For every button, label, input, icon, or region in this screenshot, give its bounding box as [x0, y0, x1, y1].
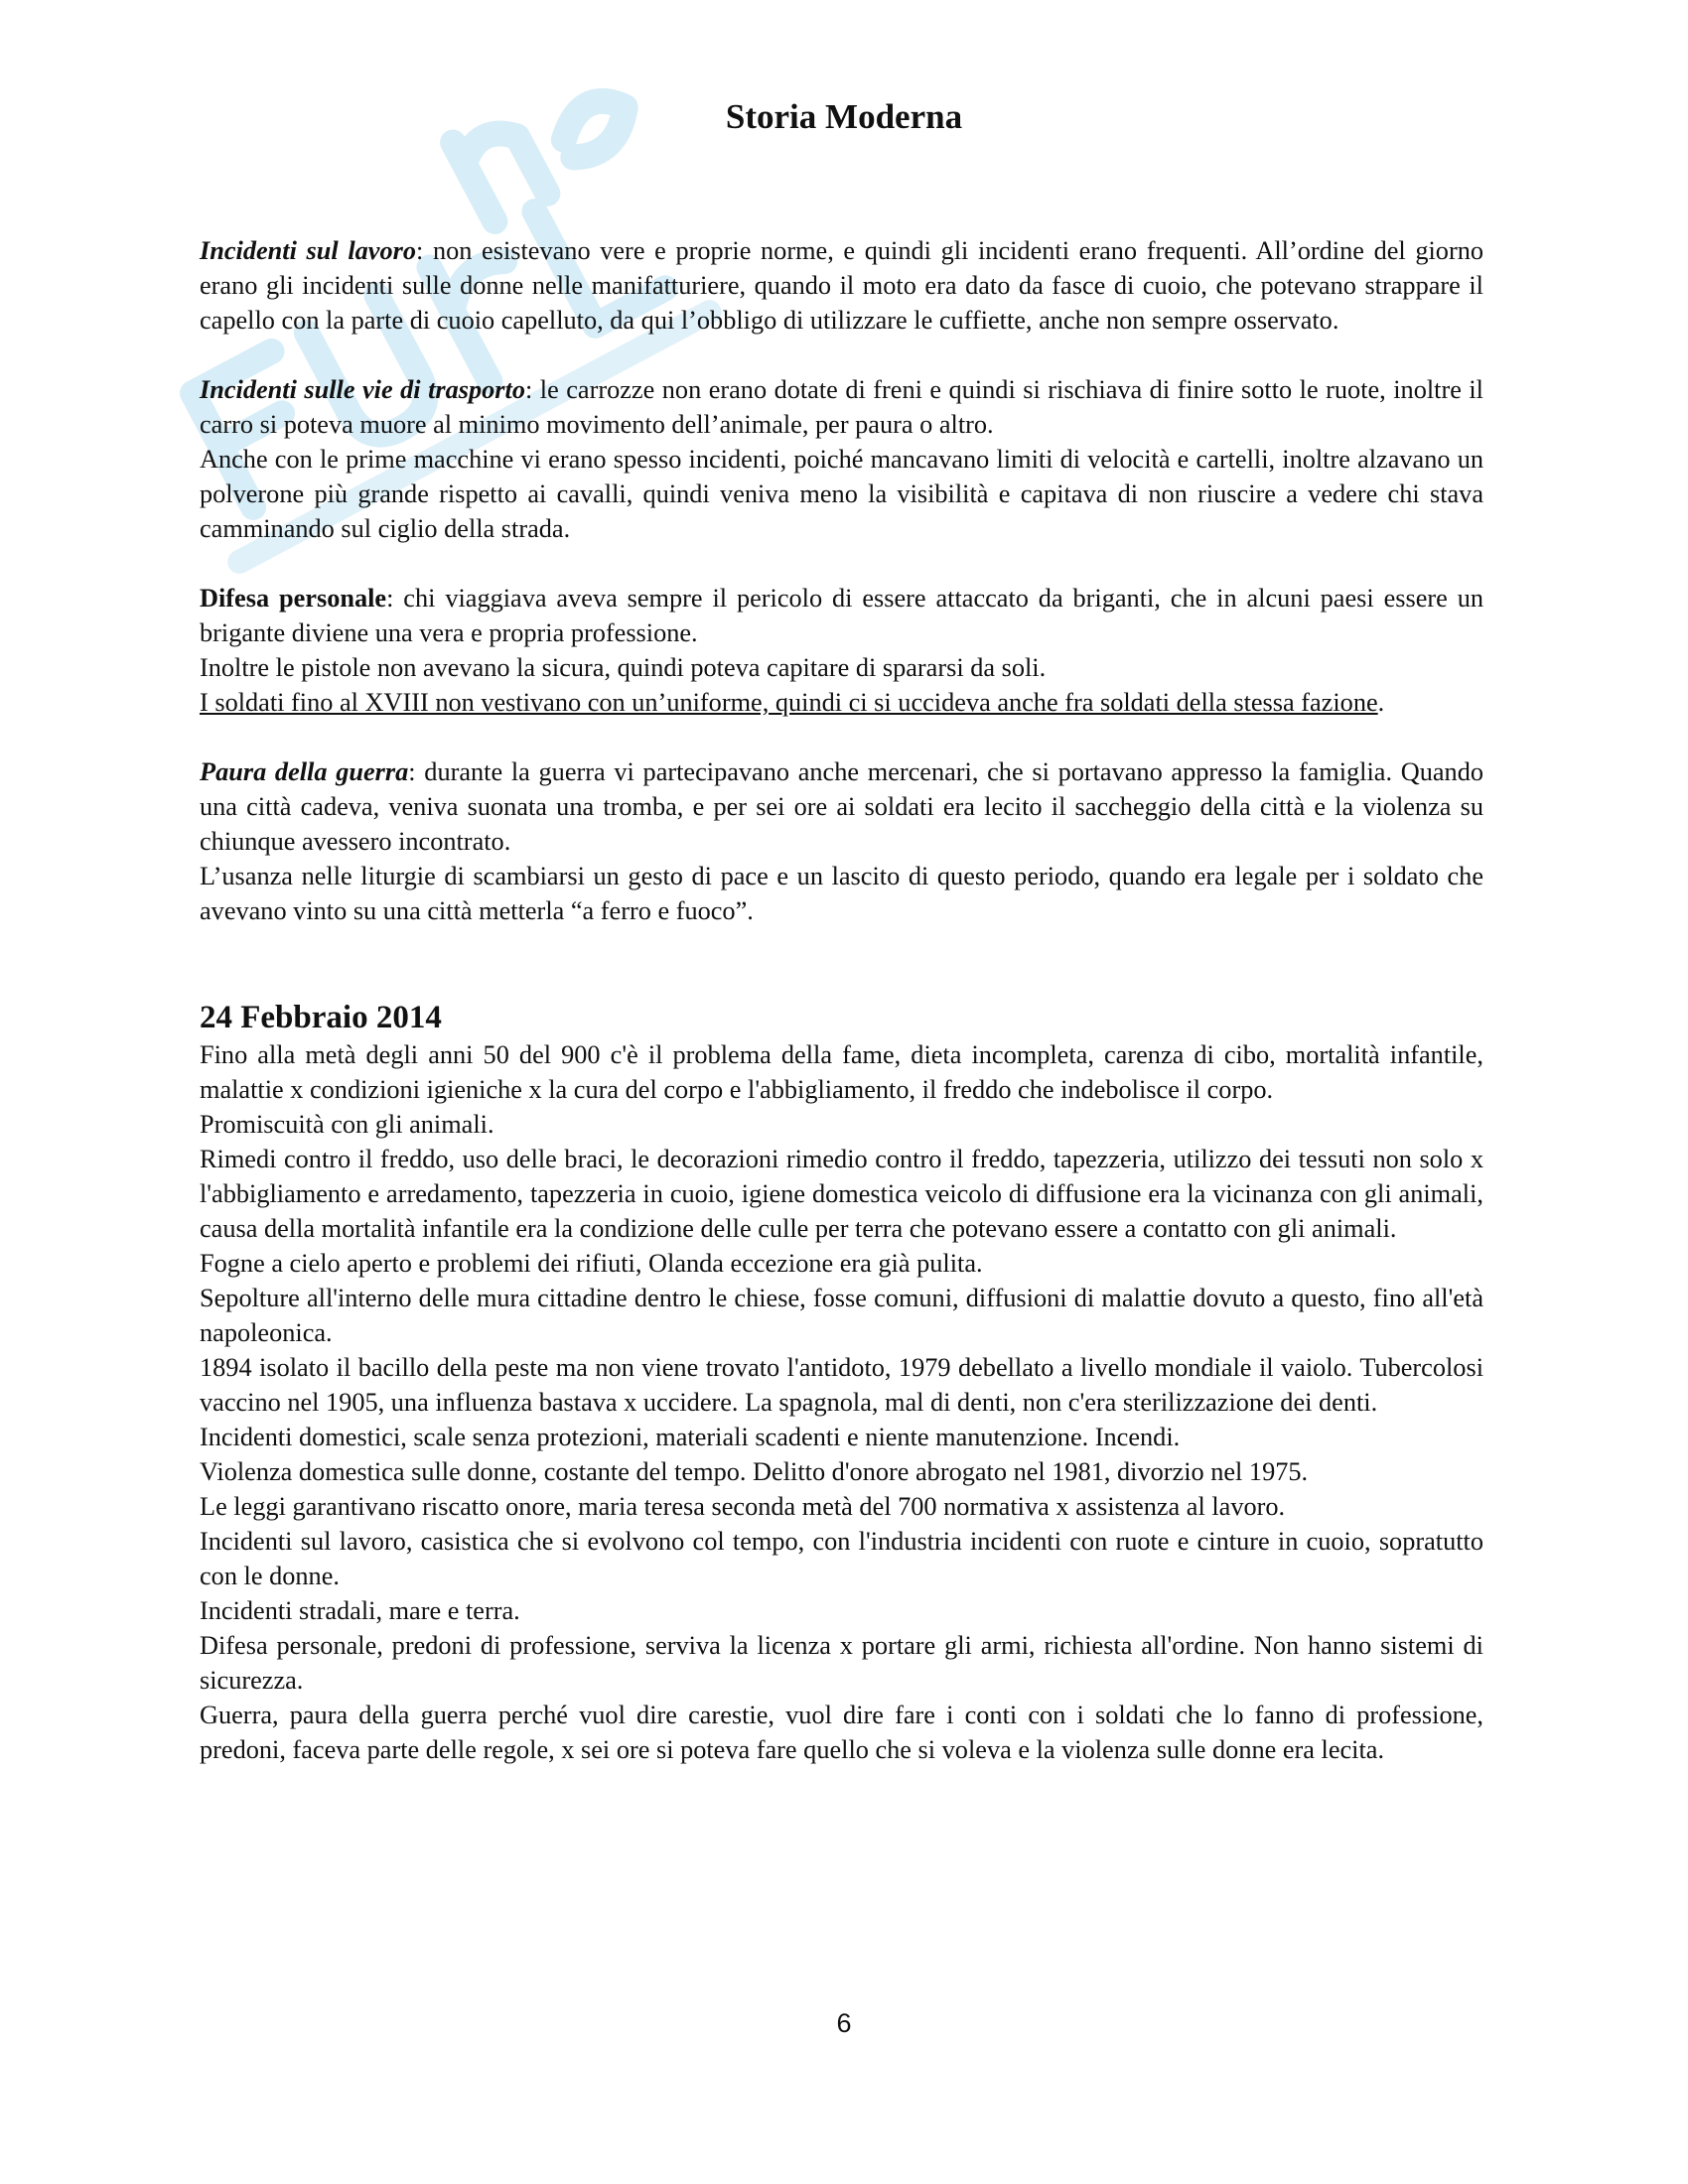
note-line: Fogne a cielo aperto e problemi dei rifiuti, Olanda eccezione era già pulita. [200, 1249, 983, 1278]
text-paura-guerra: : durante la guerra vi partecipavano anche mercenari, che si portavano appresso la famiglia. Quando una città cadeva, veniva suonata una tromba, e per sei ore ai soldati era lecito il saccheggio della città e la violenza su chiunque avessero incontrato. [200, 757, 1483, 856]
text-vie-trasporto: : le carrozze non erano dotate di freni e quindi si rischiava di finire sotto le ruote, inoltre il carro si poteva muore al minimo movimento dell’animale, per paura o altro. [200, 375, 1483, 439]
paragraph-usanza-liturgie: L’usanza nelle liturgie di scambiarsi un gesto di pace e un lascito di questo periodo, quando era legale per i soldato che avevano vinto su una città metterla “a ferro e fuoco”. [200, 862, 1483, 925]
paragraph-prime-macchine: Anche con le prime macchine vi erano spesso incidenti, poiché mancavano limiti di velocità e cartelli, inoltre alzavano un polverone più grande rispetto ai cavalli, quindi veniva meno la visibilità e capitava di non riuscire a vedere chi stava camminando sul ciglio della strada. [200, 445, 1483, 543]
underlined-soldati: I soldati fino al XVIII non vestivano con un’uniforme, quindi ci si uccideva anche fra soldati della stessa fazione [200, 688, 1378, 717]
page-title: Storia Moderna [725, 97, 963, 136]
label-difesa-personale: Difesa personale [200, 584, 387, 613]
label-incidenti-lavoro: Incidenti sul lavoro [200, 236, 417, 265]
text-difesa-personale: : chi viaggiava aveva sempre il pericolo di essere attaccato da briganti, che in alcuni paesi essere un brigante diviene una vera e propria professione. [200, 584, 1483, 647]
text-incidenti-lavoro: : non esistevano vere e proprie norme, e quindi gli incidenti erano frequenti. All’ordine del giorno erano gli incidenti sulle donne nelle manifatturiere, quando il moto era dato da fasce di cuoio, che potevano strappare il capello con la parte di cuoio capelluto, da qui l’obbligo di utilizzare le cuffiette, anche non sempre osservato. [200, 236, 1483, 335]
paragraph-vie-trasporto [200, 372, 1483, 442]
section-heading-date: 24 Febbraio 2014 [200, 1000, 442, 1035]
note-line: Guerra, paura della guerra perché vuol dire carestie, vuol dire fare i conti con i soldati che lo fanno di professione, predoni, faceva parte delle regole, x sei ore si poteva fare quello che si voleva e la violenza sulle donne era lecita. [200, 1701, 1483, 1764]
note-line: Incidenti domestici, scale senza protezioni, materiali scadenti e niente manutenzione. Incendi. [200, 1423, 1181, 1451]
note-line: Promiscuità con gli animali. [200, 1110, 494, 1139]
page-number: 6 [836, 2008, 852, 2038]
note-line: Incidenti stradali, mare e terra. [200, 1596, 520, 1625]
note-line: Incidenti sul lavoro, casistica che si evolvono col tempo, con l'industria incidenti con ruote e cinture in cuoio, sopratutto con le donne. [200, 1527, 1483, 1590]
document-body [200, 233, 1483, 1767]
note-line: Sepolture all'interno delle mura cittadine dentro le chiese, fosse comuni, diffusioni di malattie dovuto a questo, fino all'età napoleonica. [200, 1284, 1483, 1347]
note-line: Le leggi garantivano riscatto onore, maria teresa seconda metà del 700 normativa x assistenza al lavoro. [200, 1492, 1286, 1521]
label-paura-guerra: Paura della guerra [200, 757, 409, 786]
paragraph-pistole: Inoltre le pistole non avevano la sicura, quindi poteva capitare di spararsi da soli. [200, 653, 1047, 682]
note-line: Difesa personale, predoni di professione, serviva la licenza x portare gli armi, richiesta all'ordine. Non hanno sistemi di sicurezza. [200, 1631, 1483, 1695]
label-vie-trasporto: Incidenti sulle vie di trasporto [200, 375, 525, 404]
note-line: 1894 isolato il bacillo della peste ma non viene trovato l'antidoto, 1979 debellato a livello mondiale il vaiolo. Tubercolosi vaccino nel 1905, una influenza bastava x uccidere. La spagnola, mal di denti, non c'era sterilizzazione dei denti. [200, 1353, 1483, 1417]
paragraph-paura-guerra [200, 754, 1483, 859]
note-line: Violenza domestica sulle donne, costante del tempo. Delitto d'onore abrogato nel 1981, divorzio nel 1975. [200, 1457, 1309, 1486]
note-line: Rimedi contro il freddo, uso delle braci, le decorazioni rimedio contro il freddo, tapezzeria, utilizzo dei tessuti non solo x l'abbigliamento e arredamento, tapezzeria in cuoio, igiene domestica veicolo di diffusione era la vicinanza con gli animali, causa della mortalità infantile era la condizione delle culle per terra che potevano essere a contatto con gli animali. [200, 1145, 1483, 1243]
paragraph-incidenti-lavoro [200, 233, 1483, 338]
notes-list [200, 1037, 1483, 1767]
paragraph-soldati: I soldati fino al XVIII non vestivano con un’uniforme, quindi ci si uccideva anche fra soldati della stessa fazione. [200, 688, 1385, 717]
paragraph-difesa-personale [200, 581, 1483, 650]
note-line: Fino alla metà degli anni 50 del 900 c'è il problema della fame, dieta incompleta, carenza di cibo, mortalità infantile, malattie x condizioni igieniche x la cura del corpo e l'abbigliamento, il freddo che indebolisce il corpo. [200, 1040, 1483, 1104]
